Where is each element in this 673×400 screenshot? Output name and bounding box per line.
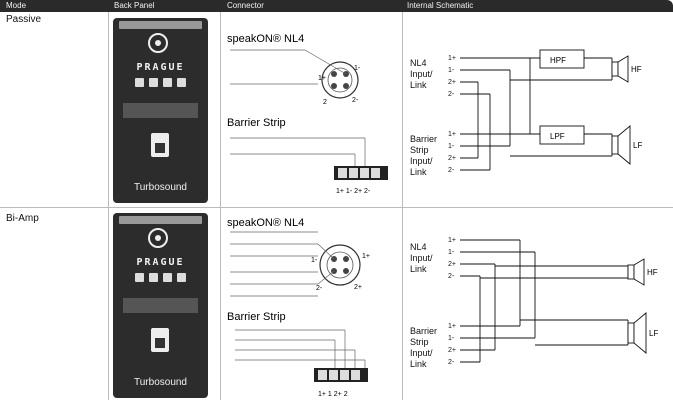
- biamp-terminal-labels: 1+ 1 2+ 2: [318, 391, 348, 398]
- panel-model: PRAGUE: [136, 257, 185, 268]
- panel-model: PRAGUE: [136, 62, 185, 73]
- svg-text:2+: 2+: [448, 79, 456, 86]
- passive-hf-label: HF: [631, 65, 642, 74]
- lpf-filter: LPF: [550, 132, 565, 141]
- svg-text:2+: 2+: [354, 284, 362, 291]
- hf-driver-icon: [612, 62, 618, 76]
- svg-text:2-: 2-: [448, 359, 455, 366]
- biamp-barrier-title: Barrier Strip: [227, 311, 286, 323]
- svg-text:1-: 1-: [448, 335, 455, 342]
- passive-terminal-labels: 1+ 1- 2+ 2-: [336, 188, 371, 195]
- biamp-lf-label: LF: [649, 329, 659, 338]
- svg-text:1-: 1-: [448, 67, 455, 74]
- passive-lf-label: LF: [633, 141, 643, 150]
- header-back-panel: Back Panel: [114, 1, 155, 10]
- svg-text:1+: 1+: [448, 237, 456, 244]
- pin-label: 2-: [352, 97, 359, 104]
- mode-biamp: Bi-Amp: [6, 213, 39, 224]
- mode-passive: Passive: [6, 14, 42, 25]
- biamp-speakon-title: speakON® NL4: [227, 217, 305, 229]
- svg-text:Strip: Strip: [410, 337, 429, 347]
- panel-brand: Turbosound: [134, 377, 187, 388]
- passive-nl4-label: NL4: [410, 58, 427, 68]
- biamp-hf-label: HF: [647, 268, 658, 277]
- svg-text:1+: 1+: [448, 323, 456, 330]
- header-internal-schematic: Internal Schematic: [407, 1, 474, 10]
- svg-text:Link: Link: [410, 359, 427, 369]
- svg-text:1-: 1-: [448, 143, 455, 150]
- pin-label: 2: [323, 99, 327, 106]
- svg-text:2+: 2+: [448, 261, 456, 268]
- pin-label: 1+: [318, 75, 326, 82]
- header-mode: Mode: [6, 1, 27, 10]
- svg-text:2-: 2-: [316, 285, 323, 292]
- passive-speakon-title: speakON® NL4: [227, 33, 305, 45]
- svg-text:Link: Link: [410, 80, 427, 90]
- biamp-nl4-label: NL4: [410, 242, 427, 252]
- svg-text:Link: Link: [410, 167, 427, 177]
- svg-text:2-: 2-: [448, 273, 455, 280]
- svg-text:2-: 2-: [448, 91, 455, 98]
- svg-text:1+: 1+: [448, 55, 456, 62]
- svg-text:Input/: Input/: [410, 156, 433, 166]
- svg-text:1+: 1+: [448, 131, 456, 138]
- svg-text:2-: 2-: [448, 167, 455, 174]
- svg-text:Input/: Input/: [410, 253, 433, 263]
- hf-driver-icon: [628, 265, 634, 279]
- pin-label: 1-: [354, 65, 361, 72]
- biamp-barrier-label: Barrier: [410, 326, 438, 336]
- lf-driver-icon: [628, 323, 634, 343]
- svg-text:Input/: Input/: [410, 348, 433, 358]
- panel-brand: Turbosound: [134, 182, 187, 193]
- lf-driver-icon: [612, 136, 618, 154]
- passive-barrier-title: Barrier Strip: [227, 117, 286, 129]
- svg-text:Input/: Input/: [410, 69, 433, 79]
- header-connector: Connector: [227, 1, 264, 10]
- svg-text:2+: 2+: [448, 155, 456, 162]
- svg-text:2+: 2+: [448, 347, 456, 354]
- svg-text:1-: 1-: [311, 257, 318, 264]
- svg-text:1+: 1+: [362, 253, 370, 260]
- hpf-filter: HPF: [550, 56, 566, 65]
- passive-barrier-label: Barrier: [410, 134, 438, 144]
- svg-text:Link: Link: [410, 264, 427, 274]
- svg-text:1-: 1-: [448, 249, 455, 256]
- svg-text:Strip: Strip: [410, 145, 429, 155]
